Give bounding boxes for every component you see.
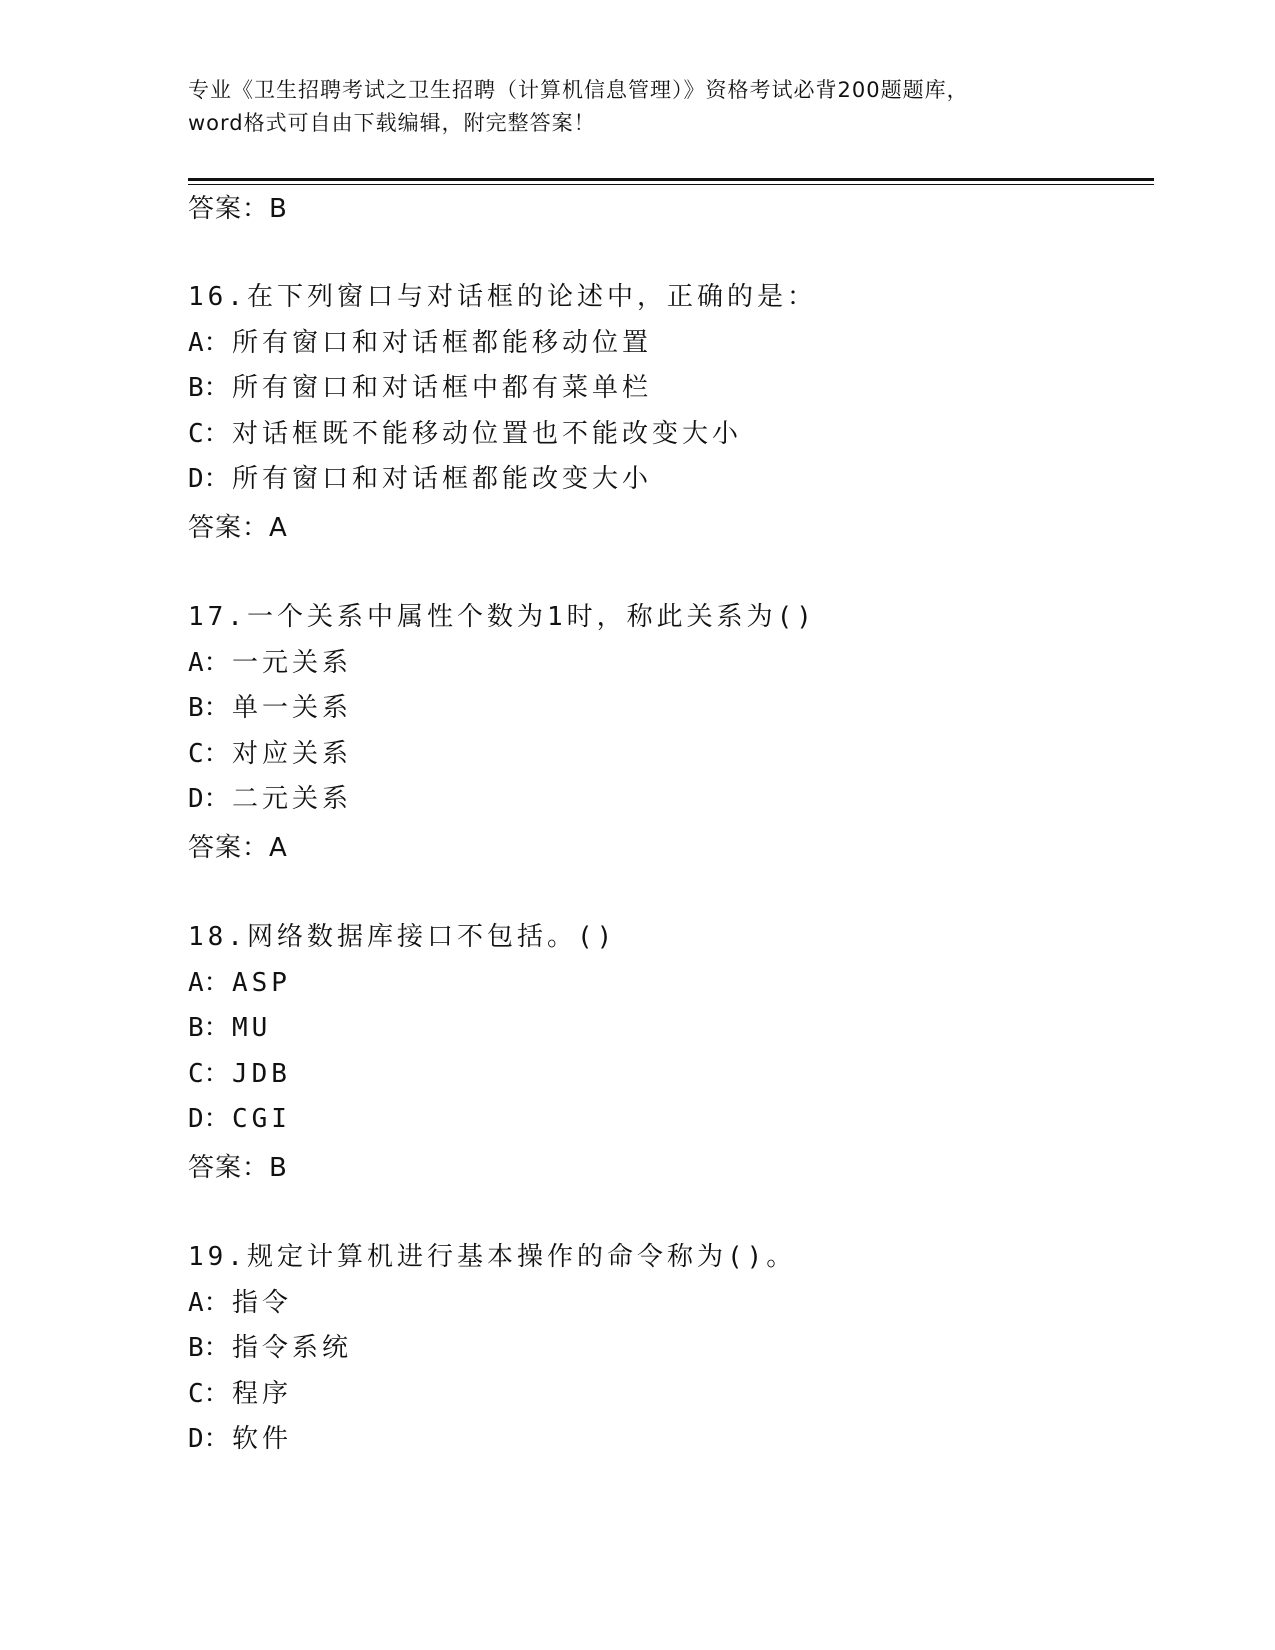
option-d <box>188 1097 1148 1143</box>
option-b <box>188 366 1148 412</box>
option-key: A： <box>188 647 230 678</box>
option-b <box>188 1326 1148 1372</box>
option-d <box>188 1417 1148 1463</box>
option-a <box>188 1281 1148 1327</box>
option-text: 对话框既不能移动位置也不能改变大小 <box>232 418 743 449</box>
option-key: B： <box>188 1013 230 1043</box>
option-c <box>188 1052 1148 1098</box>
option-key: D： <box>188 464 230 494</box>
question-stem: 18.网络数据库接口不包括。() <box>188 922 617 952</box>
option-text: JDB <box>232 1058 291 1089</box>
option-key: A： <box>188 327 230 358</box>
option-text: 程序 <box>232 1378 293 1409</box>
option-key: D： <box>188 1104 230 1134</box>
option-text: MU <box>232 1013 272 1043</box>
question-stem: 16.在下列窗口与对话框的论述中，正确的是： <box>188 282 817 312</box>
option-text: 所有窗口和对话框中都有菜单栏 <box>232 373 653 403</box>
question-stem: 19.规定计算机进行基本操作的命令称为()。 <box>188 1242 797 1272</box>
option-d <box>188 777 1148 823</box>
option-a <box>188 321 1148 367</box>
header-rule-thin <box>188 184 1154 185</box>
option-key: C： <box>188 1058 230 1089</box>
option-text: 所有窗口和对话框都能改变大小 <box>232 464 653 494</box>
option-c <box>188 1372 1148 1418</box>
option-text: 二元关系 <box>232 784 353 814</box>
option-key: C： <box>188 738 230 769</box>
option-a <box>188 641 1148 687</box>
option-text: 指令系统 <box>232 1333 353 1363</box>
option-key: B： <box>188 373 230 403</box>
option-text: ASP <box>232 967 291 998</box>
question-17 <box>188 595 1148 823</box>
question-18 <box>188 915 1148 1143</box>
option-key: C： <box>188 418 230 449</box>
option-key: B： <box>188 1333 230 1363</box>
question-16 <box>188 275 1148 503</box>
option-c <box>188 732 1148 778</box>
header-title-line-2: word格式可自由下载编辑，附完整答案！ <box>188 111 596 135</box>
option-c <box>188 412 1148 458</box>
answer-label: 答案：A <box>188 833 288 863</box>
option-text: CGI <box>232 1104 291 1134</box>
option-key: D： <box>188 1424 230 1454</box>
answer-label: 答案：B <box>188 194 288 224</box>
option-key: B： <box>188 693 230 723</box>
option-text: 软件 <box>232 1424 293 1454</box>
option-text: 指令 <box>232 1287 293 1318</box>
header-title-line-1: 专业《卫生招聘考试之卫生招聘（计算机信息管理）》资格考试必背200题题库， <box>188 78 969 102</box>
option-key: C： <box>188 1378 230 1409</box>
question-19 <box>188 1235 1148 1463</box>
option-text: 所有窗口和对话框都能移动位置 <box>232 327 653 358</box>
header-rule-thick <box>188 178 1154 181</box>
option-b <box>188 1006 1148 1052</box>
option-key: D： <box>188 784 230 814</box>
option-text: 对应关系 <box>232 738 353 769</box>
option-text: 一元关系 <box>232 647 353 678</box>
question-stem: 17.一个关系中属性个数为1时，称此关系为() <box>188 602 816 632</box>
option-a <box>188 961 1148 1007</box>
answer-label: 答案：B <box>188 1153 288 1183</box>
answer-label: 答案：A <box>188 513 288 543</box>
option-b <box>188 686 1148 732</box>
option-key: A： <box>188 967 230 998</box>
option-d <box>188 457 1148 503</box>
option-text: 单一关系 <box>232 693 353 723</box>
document-header <box>188 74 1088 140</box>
option-key: A： <box>188 1287 230 1318</box>
